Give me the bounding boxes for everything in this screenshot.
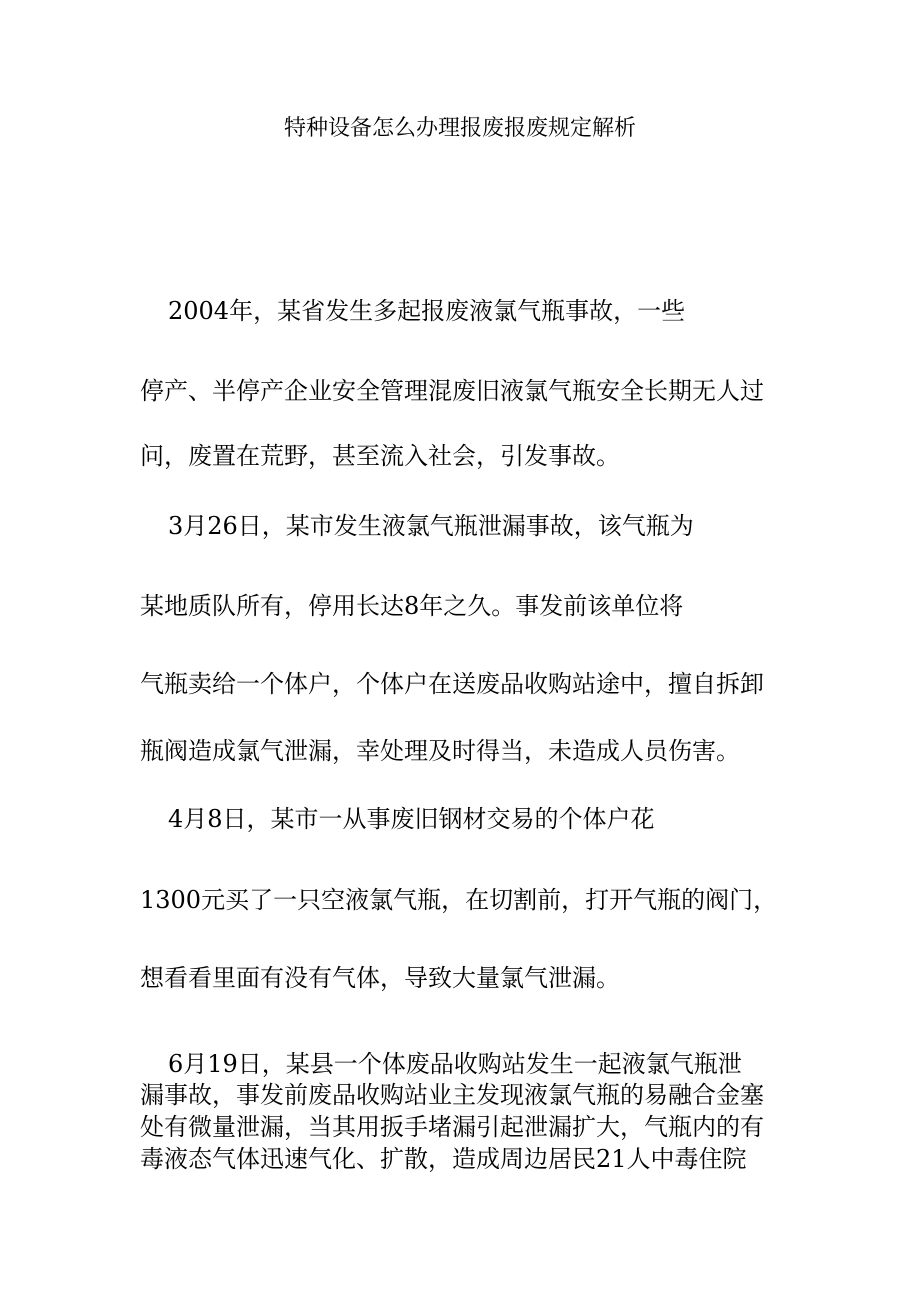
paragraph-line: 2004年，某省发生多起报废液氯气瓶事故，一些 <box>168 297 686 325</box>
paragraph-line: 4月8日，某市一从事废旧钢材交易的个体户花 <box>168 805 655 833</box>
paragraph-line: 毒液态气体迅速气化、扩散，造成周边居民21人中毒住院 <box>140 1145 747 1173</box>
paragraph-line: 想看看里面有没有气体，导致大量氯气泄漏。 <box>140 964 620 992</box>
document-title: 特种设备怎么办理报废报废规定解析 <box>283 116 636 141</box>
paragraph-line: 处有微量泄漏，当其用扳手堵漏引起泄漏扩大，气瓶内的有 <box>140 1113 764 1141</box>
paragraph-line: 问，废置在荒野，甚至流入社会，引发事故。 <box>140 442 620 470</box>
paragraph-line: 瓶阀造成氯气泄漏，幸处理及时得当，未造成人员伤害。 <box>140 737 740 765</box>
paragraph-line: 1300元买了一只空液氯气瓶，在切割前，打开气瓶的阀门， <box>140 886 778 914</box>
paragraph-line: 停产、半停产企业安全管理混废旧液氯气瓶安全长期无人过 <box>140 377 764 405</box>
paragraph-line: 6月19日，某县一个体废品收购站发生一起液氯气瓶泄 <box>168 1050 742 1078</box>
paragraph-line: 某地质队所有，停用长达8年之久。事发前该单位将 <box>140 592 684 620</box>
paragraph-line: 气瓶卖给一个体户，个体户在送废品收购站途中，擅自拆卸 <box>140 670 764 698</box>
paragraph-line: 漏事故，事发前废品收购站业主发现液氯气瓶的易融合金塞 <box>140 1081 764 1109</box>
paragraph-line: 3月26日，某市发生液氯气瓶泄漏事故，该气瓶为 <box>168 512 694 540</box>
